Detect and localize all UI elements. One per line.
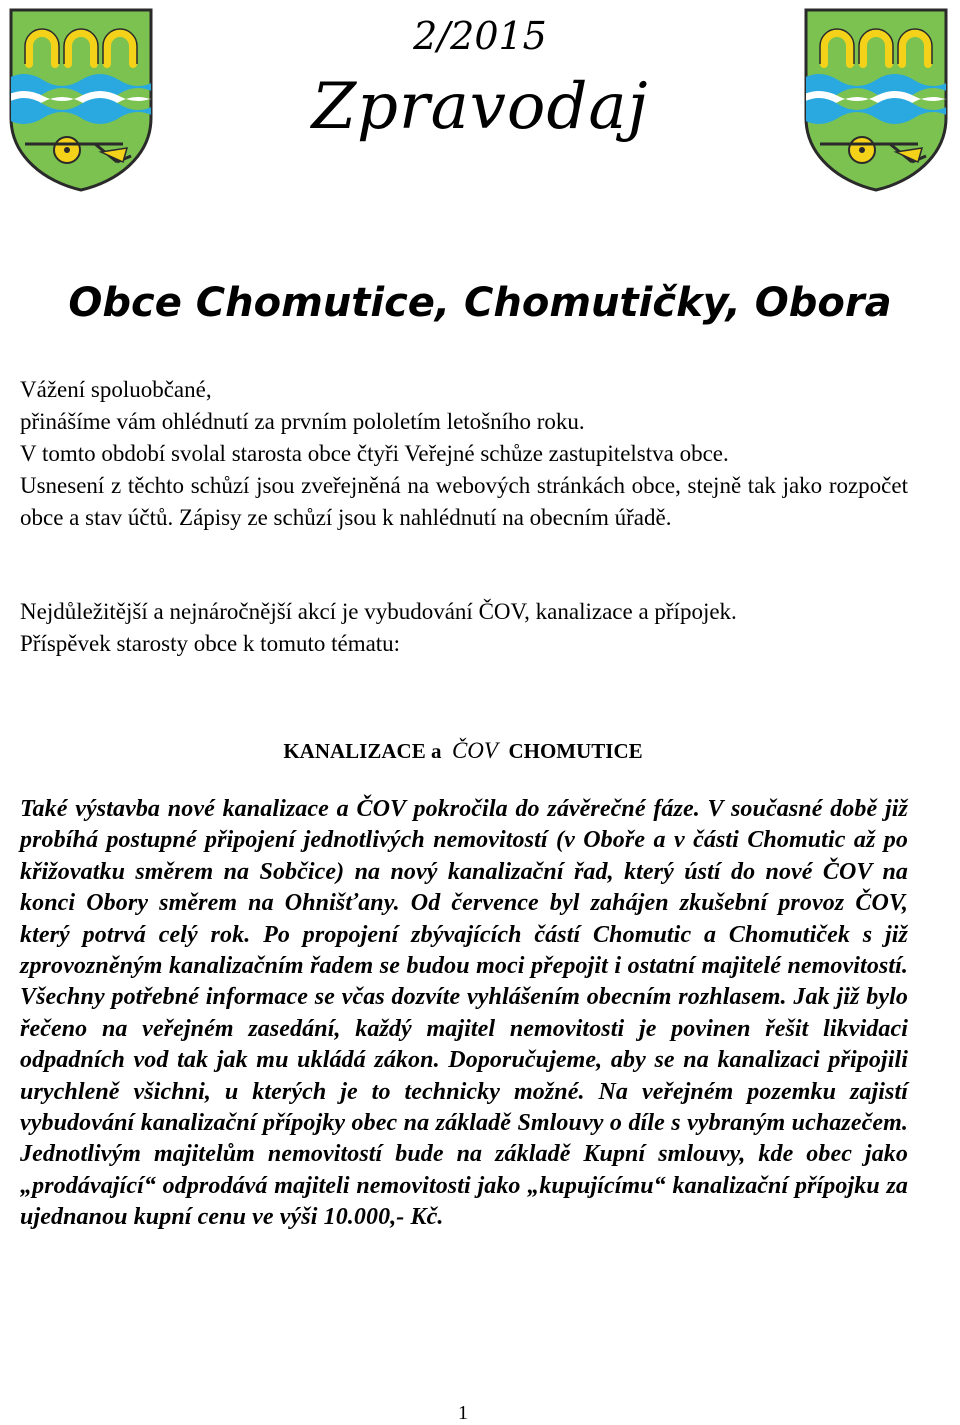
article-text: Také výstavba nové kanalizace a ČOV pokročila do závěrečné fáze. V současné době již probíhá postupné připojení jednotlivých nemovitostí (v Oboře a v části Chomutic až po křižovatku směrem na Sobčice) na nový kanalizační řad, který ústí do nové ČOV na konci Obory směrem na Ohnišťany. Od července byl zahájen zkušební provoz ČOV, který potrvá celý rok. Po propojení zbývajících částí Chomutic a Chomutiček s již zprovozněným kanalizačním řadem se budou moci přepojit i ostatní majitelé nemovitostí. Všechny potřebné informace se včas dozvíte vyhlášením obecním rozhlasem. Jak již bylo řečeno na veřejném zasedání, každý majitel nemovitosti je povinen řešit likvidaci odpadních vod tak jak mu ukládá zákon. Doporučujeme, aby se na kanalizaci připojili urychleně všichni, u kterých je to technicky možné. Na veřejném pozemku zajistí vybudování kanalizační přípojky obec na základě Smlouvy o díle s vybraným uchazečem. Jednotlivým majitelům nemovitostí bude na základě Kupní smlouvy, kde obec jako „prodávající“ odprodává majiteli nemovitosti jako „kupujícímu“ kanalizační přípojku za ujednanou kupní cenu ve výši 10.000,- Kč. — [20, 796, 908, 1231]
intro-greeting-lines: Vážení spoluobčané, přinášíme vám ohlédnutí za prvním pololetím letošního roku. V tomto období svolal starosta obce čtyři Veřejné schůze zastupitelstva obce. — [20, 377, 729, 466]
issue-number: 2/2015 — [413, 14, 547, 58]
masthead-title: Zpravodaj — [311, 70, 649, 144]
article-body — [20, 794, 908, 1234]
section-heading — [0, 738, 926, 764]
page-number: 1 — [458, 1402, 468, 1424]
intro-paragraph-2 — [20, 596, 908, 660]
intro-resolutions-text: Usnesení z těchto schůzí jsou zveřejněná na webových stránkách obce, stejně tak jako rozpočet obce a stav účtů. Zápisy ze schůzí jsou k nahlédnutí na obecním úřadě. — [20, 473, 908, 530]
newsletter-subtitle: Obce Chomutice, Chomutičky, Obora — [68, 280, 892, 326]
intro-paragraph-1 — [20, 374, 908, 534]
section-heading-right: CHOMUTICE — [508, 739, 643, 763]
section-heading-mid: ČOV — [451, 738, 498, 763]
intro-main-project-text: Nejdůležitější a nejnáročnější akcí je vybudování ČOV, kanalizace a přípojek. Příspěvek starosty obce k tomuto tématu: — [20, 599, 737, 656]
section-heading-left: KANALIZACE a — [283, 739, 442, 763]
